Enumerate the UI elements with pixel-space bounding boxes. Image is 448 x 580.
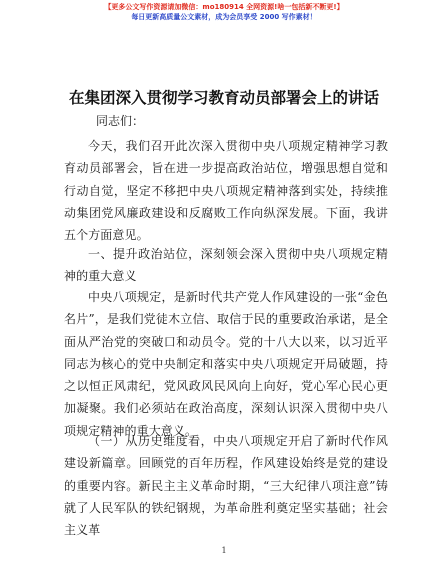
document-title: 在集团深入贯彻学习教育动员部署会上的讲话 [68, 89, 379, 107]
page-number: 1 [221, 546, 227, 555]
section-heading-1: 一、提升政治站位，深刻领会深入贯彻中央八项规定精神的重大意义 [64, 247, 388, 284]
paragraph-subsection-1: （一）从历史维度看，中央八项规定开启了新时代作风建设新篇章。回顾党的百年历程，作风建设始终是党的建设的重要内容。新民主主义革命时期，“三大纪律八项注意”铸就了人民军队的铁纪钢规，为革命胜利奠定坚实基础；社会主义革 [64, 434, 388, 538]
promo-banner [0, 2, 448, 22]
paragraph-body: 中央八项规定，是新时代共产党人作风建设的一张“金色名片”，是我们党徒木立信、取信于民的重要政治承诺，是全面从严治党的突破口和动员令。党的十八大以来，以习近平同志为核心的党中央制定和落实中央八项规定开局破题，持之以恒正风肃纪，党风政风民风向上向好，党心军心民心更加凝聚。我们必须站在政治高度，深刻认识深入贯彻中央八项规定精神的重大意义。 [64, 290, 388, 438]
promo-banner-line-1: 【更多公文写作资源请加微信：mo180914 全网资源!啥一包括新不断更!】 [104, 3, 344, 11]
paragraph-intro: 今天，我们召开此次深入贯彻中央八项规定精神学习教育动员部署会，旨在进一步提高政治站位，增强思想自觉和行动自觉，坚定不移把中央八项规定精神落到实处，持续推动集团党风廉政建设和反腐败工作向纵深发展。下面，我讲五个方面意见。 [64, 139, 388, 243]
promo-banner-line-2: 每日更新高质量公文素材，成为会员享受 2000 写作素材！ [131, 13, 317, 21]
greeting: 同志们： [96, 114, 145, 128]
